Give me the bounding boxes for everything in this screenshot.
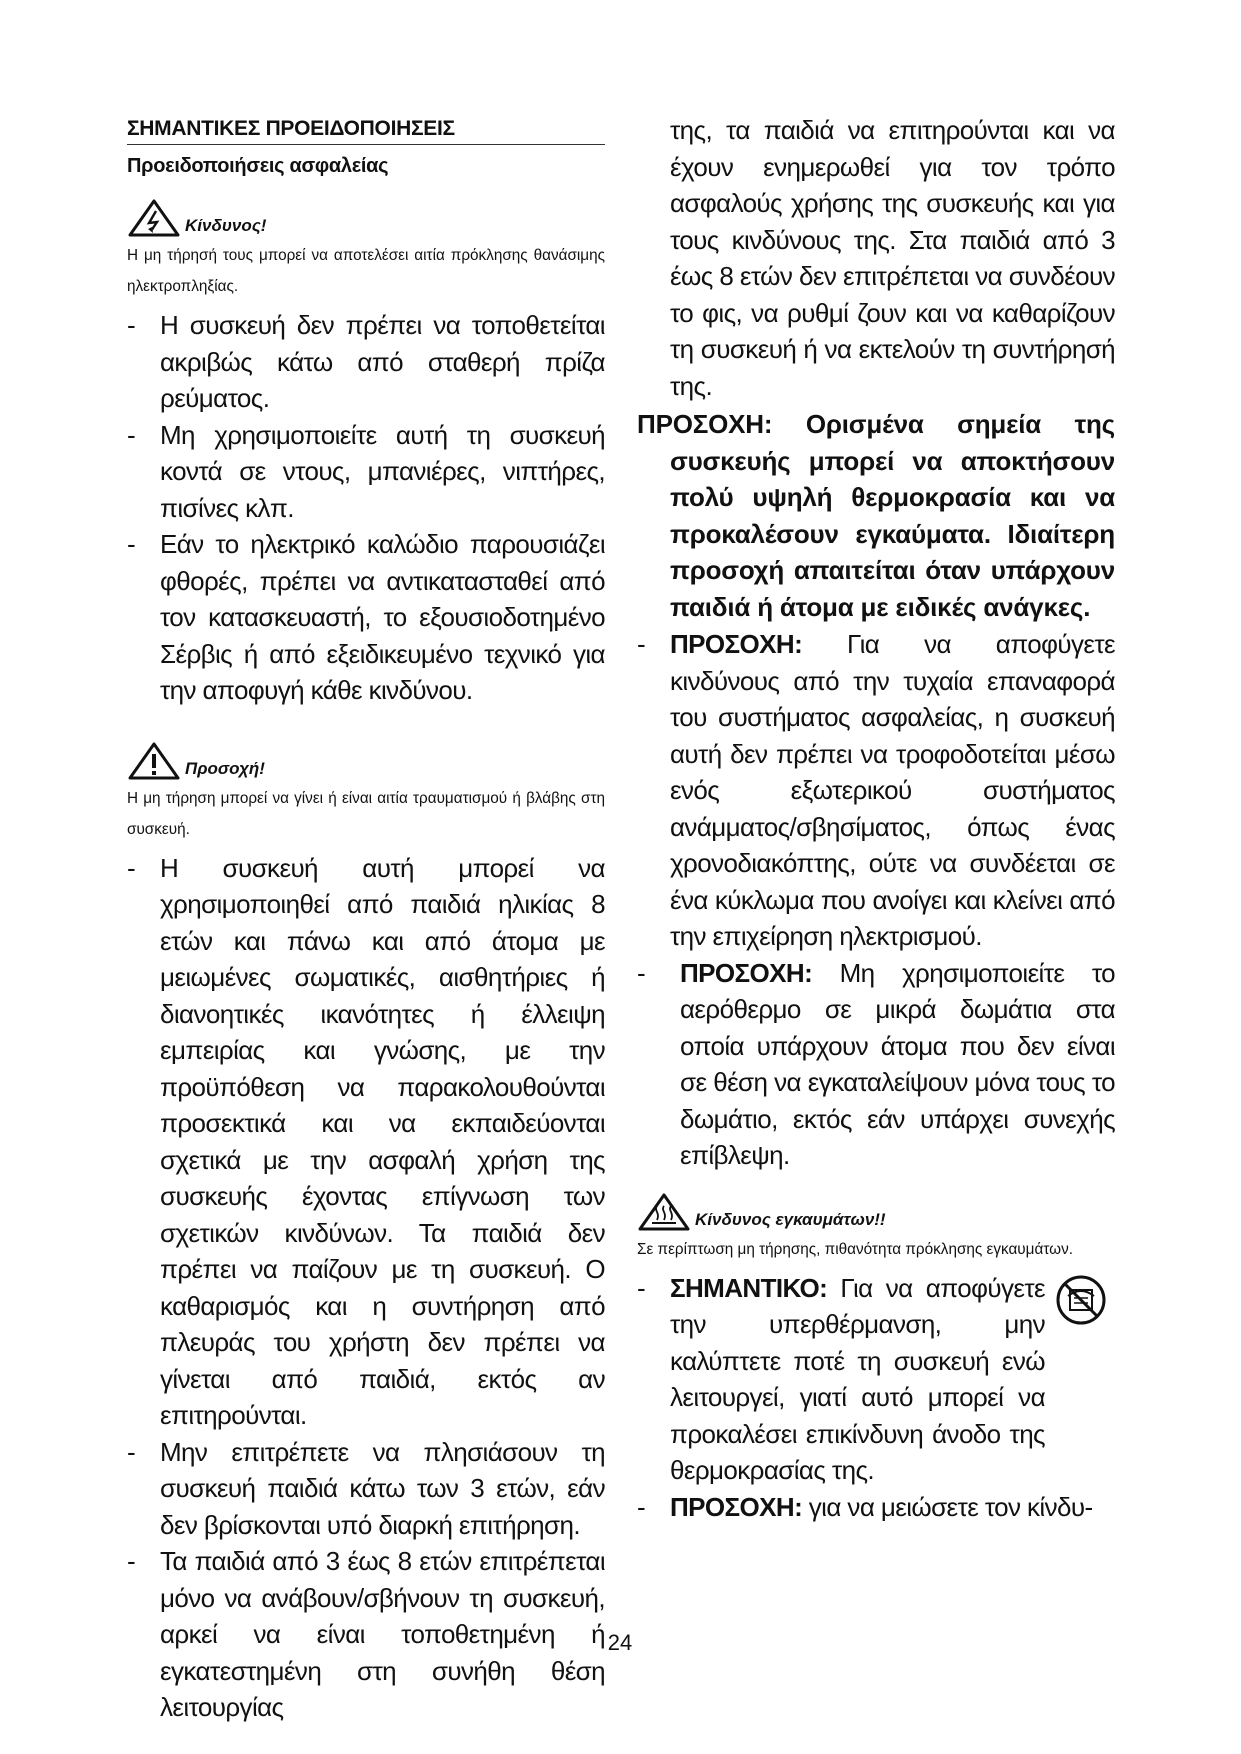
list-item	[637, 1489, 1115, 1526]
list-item-text: Μη χρησιμοποιείτε το αερόθερμο σε μικρά δωμάτια στα οποία υπάρχουν άτομα που δεν είναι σε θέση να εγκαταλείψουν μόνα τους το δωμάτιο, εκτός εάν υπάρχει συνεχής επίβλεψη.	[680, 957, 1116, 1170]
list-item-text: Η συσκευή αυτή μπορεί να χρησιμοποιηθεί από παιδιά ηλικίας 8 ετών και πάνω και από άτομα με μειωμένες σωματικές, αισθητήριες ή διανοητικές ικανότητες ή έλλειψη εμπειρίας και γνώσης, με την προϋπόθεση να παρακολουθούνται προσεκτικά και να εκπαιδεύονται σχετικά με την ασφαλή χρήση της συσκευής έχοντας επίγνωση των σχετικών κινδύνων. Τα παιδιά δεν πρέπει να παίζουν με τη συσκευή. Ο καθαρισμός και η συντήρηση από πλευράς του χρήστη δεν πρέπει να γίνεται από παιδιά, εκτός αν επιτηρούνται.	[160, 852, 605, 1430]
list-item-text: Μη χρησιμοποιείτε αυτή τη συσκευή κοντά σε ντους, μπανιέρες, νιπτήρες, πισίνες κλπ.	[160, 419, 605, 523]
dash-marker: -	[127, 1546, 136, 1576]
burn-label: Κίνδυνος εγκαυμάτων!!	[695, 1209, 886, 1229]
do-not-cover-icon	[1055, 1274, 1107, 1326]
list-item-text: Τα παιδιά από 3 έως 8 ετών επιτρέπεται μόνο να ανάβουν/σβήνουν τη συσκευή, αρκεί να είναι τοποθετημένη ή εγκατεστημένη στη συνήθη θέση λειτουργίας	[160, 1546, 605, 1722]
dash-marker: -	[127, 529, 136, 559]
section-title: ΣΗΜΑΝΤΙΚΕΣ ΠΡΟΕΙΔΟΠΟΙΗΣΕΙΣ	[127, 117, 605, 145]
keyword: ΠΡΟΣΟΧΗ:	[670, 1491, 803, 1522]
caution-note: Η μη τήρηση μπορεί να γίνει ή είναι αιτία τραυματισμού ή βλάβης στη συσκευή.	[127, 789, 605, 838]
list-item-text: Μην επιτρέπετε να πλησιάσουν τη συσκευή παιδιά κάτω των 3 ετών, εάν δεν βρίσκονται υπό διαρκή επιτήρηση.	[160, 1436, 605, 1540]
dash-marker: -	[127, 1436, 136, 1467]
list-item	[127, 850, 605, 1434]
warning-icon	[127, 741, 181, 781]
caution-list	[127, 850, 605, 1726]
list-item-text: Εάν το ηλεκτρικό καλώδιο παρουσιάζει φθορές, πρέπει να αντικατασταθεί από τον κατασκευαστή, το εξουσιοδοτημένο Σέρβις ή από εξειδικευμένο τεχνικό για την αποφυγή κάθε κινδύνου.	[160, 529, 605, 705]
left-column	[127, 112, 605, 1726]
right-list	[637, 626, 1115, 1174]
right-column	[637, 112, 1115, 1525]
page-number: 24	[607, 1630, 633, 1655]
list-item-text: Η συσκευή δεν πρέπει να τοποθετείται ακριβώς κάτω από σταθερή πρίζα ρεύματος.	[160, 310, 605, 413]
dash-marker: -	[637, 1272, 646, 1303]
caution-heading	[127, 741, 605, 781]
hot-surface-icon	[637, 1192, 691, 1232]
danger-label: Κίνδυνος!	[185, 216, 267, 235]
continuation-text: της, τα παιδιά να επιτηρούνται και να έχουν ενημερωθεί για τον τρόπο ασφαλούς χρήσης της συσκευής και για τους κινδύνους της. Στα παιδιά από 3 έως 8 ετών δεν επιτρέπεται να συνδέουν το φις, να ρυθμί ζουν και να καθαρίζουν τη συσκευή ή να εκτελούν τη συντήρησή της.	[670, 115, 1115, 401]
list-item-text: για να μειώσετε τον κίνδυ-	[808, 1491, 1093, 1522]
right-list-2	[637, 1270, 1115, 1526]
keyword: ΣΗΜΑΝΤΙΚΟ:	[670, 1272, 828, 1303]
list-item-text: Για να αποφύγετε την υπερθέρμανση, μην καλύπτετε ποτέ τη συσκευή ενώ λειτουργεί, γιατί αυτό μπορεί να προκαλέσει επικίνδυνη άνοδο της θερμοκρασίας της.	[670, 1272, 1046, 1485]
dash-marker: -	[127, 852, 136, 883]
list-item-text: Για να αποφύγετε κινδύνους από την τυχαία επαναφορά του συστήματος ασφαλείας, η συσκευή αυτή δεν πρέπει να τροφοδοτείται μέσω ενός εξωτερικού συστήματος ανάμματος/σβησίματος, όπως ένας χρονοδιακόπτης, ούτε να συνδέεται σε ένα κύκλωμα που ανοίγει και κλείνει από την επιχείρηση ηλεκτρισμού.	[670, 629, 1116, 951]
list-item	[637, 955, 1115, 1174]
dash-marker: -	[127, 310, 136, 340]
list-item	[127, 1543, 605, 1726]
dash-marker: -	[637, 1491, 646, 1522]
dash-marker: -	[637, 629, 646, 659]
keyword: ΠΡΟΣΟΧΗ:	[680, 957, 813, 988]
electric-hazard-icon	[127, 198, 181, 238]
danger-note: Η μη τήρησή τους μπορεί να αποτελέσει αιτία πρόκλησης θανάσιμης ηλεκτροπληξίας.	[127, 247, 605, 295]
list-item	[127, 307, 605, 417]
danger-heading	[127, 198, 605, 238]
list-item	[127, 526, 605, 709]
danger-list	[127, 307, 605, 709]
burn-note: Σε περίπτωση μη τήρησης, πιθανότητα πρόκλησης εγκαυμάτων.	[637, 1240, 1073, 1258]
list-item	[127, 1434, 605, 1544]
burn-heading	[637, 1192, 1115, 1232]
keyword: ΠΡΟΣΟΧΗ:	[670, 629, 803, 659]
caution-label: Προσοχή!	[185, 758, 265, 778]
dash-marker: -	[127, 419, 136, 450]
list-item	[127, 417, 605, 527]
dash-marker: -	[637, 957, 646, 988]
list-item	[637, 1270, 1115, 1489]
caution-bold-paragraph: ΠΡΟΣΟΧΗ: Ορισμένα σημεία της συσκευής μπορεί να αποκτήσουν πολύ υψηλή θερμοκρασία και να προκαλέσουν εγκαύματα. Ιδιαίτερη προσοχή απαιτείται όταν υπάρχουν παιδιά ή άτομα με ειδικές ανάγκες.	[637, 409, 1115, 622]
list-item	[637, 626, 1115, 955]
subsection-title: Προειδοποιήσεις ασφαλείας	[127, 155, 389, 177]
